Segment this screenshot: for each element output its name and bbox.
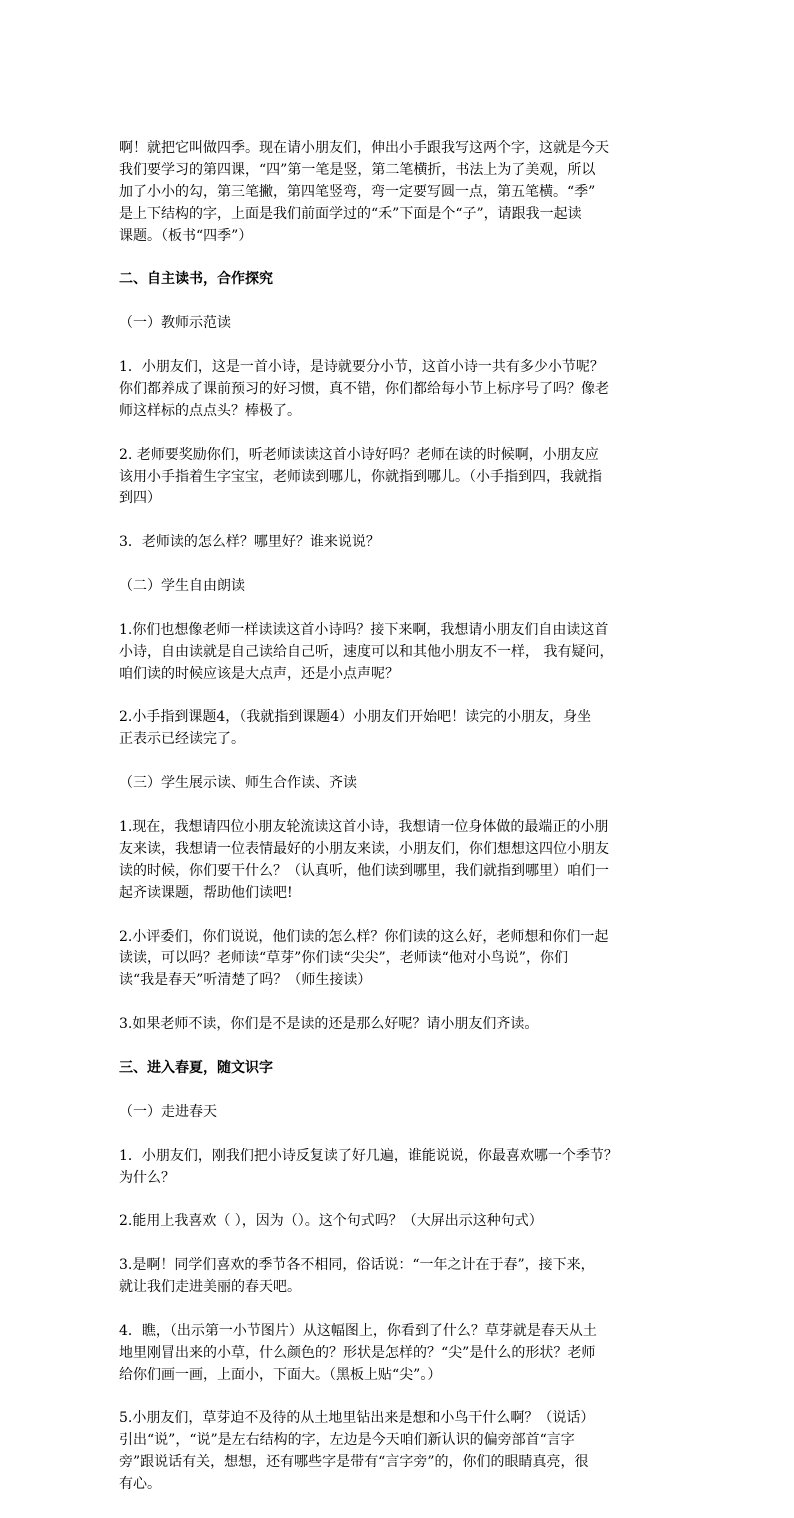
paragraph-intro: 啊！就把它叫做四季。现在请小朋友们，伸出小手跟我写这两个字，这就是今天 我们要学习的第四课，“四”第一笔是竖，第二笔横折，书法上为了美观，所以 加了小小的勾，第三笔撇，第四笔竖弯，弯一定要写圆一点，第五笔横。“季” 是上下结构的字，上面是我们前面学过的“禾”下面是个“子”，请跟我一起读 课题。（板书“四季”）	[119, 139, 609, 244]
paragraph-3-1-3: 3.是啊！同学们喜欢的季节各不相同，俗话说：“一年之计在于春”，接下来， 就让我们走进美丽的春天吧。	[119, 1257, 595, 1296]
subsection-show-reading: （三）学生展示读、师生合作读、齐读	[119, 775, 357, 792]
paragraph-2-1-2: 2. 老师要奖励你们，听老师读读这首小诗好吗？老师在读的时候啊，小朋友应 该用小手指着生字宝宝，老师读到哪儿，你就指到哪儿。（小手指到四，我就指 到四）	[119, 446, 602, 507]
section-heading-2: 二、自主读书，合作探究	[119, 271, 273, 288]
subsection-spring: （一）走进春天	[119, 1103, 217, 1120]
subsection-free-reading: （二）学生自由朗读	[119, 578, 245, 595]
paragraph-3-1-5: 5.小朋友们，草芽迫不及待的从土地里钻出来是想和小鸟干什么啊？（说话） 引出“说”，“说”是左右结构的字，左边是今天咱们新认识的偏旁部首“言字 旁”跟说话有关，想想，还有哪些字是带有“言字旁”的，你们的眼睛真亮，很 有心。	[119, 1410, 595, 1493]
document-body	[119, 116, 719, 1518]
paragraph-3-1-2: 2.能用上我喜欢（ ），因为（）。这个句式吗？（大屏出示这种句式）	[119, 1213, 543, 1230]
paragraph-3-1-4: 4．瞧，（出示第一小节图片）从这幅图上，你看到了什么？草芽就是春天从土 地里刚冒出来的小草，什么颜色的？形状是怎样的？“尖”是什么的形状？老师 给你们画一画，上面小，下面大。（黑板上贴“尖”。）	[119, 1322, 597, 1383]
section-heading-3: 三、进入春夏，随文识字	[119, 1059, 273, 1076]
paragraph-2-2-1: 1.你们也想像老师一样读读这首小诗吗？接下来啊，我想请小朋友们自由读这首 小诗，自由读就是自己读给自己听，速度可以和其他小朋友不一样， 我有疑问， 咱们读的时候应该是大点声，还是小点声呢？	[119, 621, 614, 682]
paragraph-2-3-1: 1.现在，我想请四位小朋友轮流读这首小诗，我想请一位身体做的最端正的小朋 友来读，我想请一位表情最好的小朋友来读，小朋友们，你们想想这四位小朋友 读的时候，你们要干什么？（认真听，他们读到哪里，我们就指到哪里）咱们一 起齐读课题，帮助他们读吧!	[119, 819, 609, 901]
paragraph-2-3-3: 3.如果老师不读，你们是不是读的还是那么好呢？请小朋友们齐读。	[119, 1016, 539, 1033]
paragraph-2-1-1: 1．小朋友们，这是一首小诗，是诗就要分小节，这首小诗一共有多少小节呢？ 你们都养成了课前预习的好习惯，真不错，你们都给每小节上标序号了吗？像老 师这样标的点点头？棒极了。	[119, 358, 609, 419]
paragraph-3-1-1: 1．小朋友们，刚我们把小诗反复读了好几遍，谁能说说，你最喜欢哪一个季节？ 为什么？	[119, 1147, 618, 1186]
paragraph-2-2-2: 2.小手指到课题4，（我就指到课题4）小朋友们开始吧！读完的小朋友，身坐 正表示已经读完了。	[119, 709, 592, 748]
paragraph-2-3-2: 2.小评委们，你们说说，他们读的怎么样？你们读的这么好，老师想和你们一起 读读，可以吗？老师读“草芽”你们读“尖尖”，老师读“他对小鸟说”，你们 读“我是春天”听清楚了吗？（师生接读）	[119, 928, 609, 989]
subsection-teacher-demo: （一）教师示范读	[119, 315, 231, 332]
paragraph-2-1-3: 3．老师读的怎么样？哪里好？谁来说说？	[119, 534, 380, 551]
